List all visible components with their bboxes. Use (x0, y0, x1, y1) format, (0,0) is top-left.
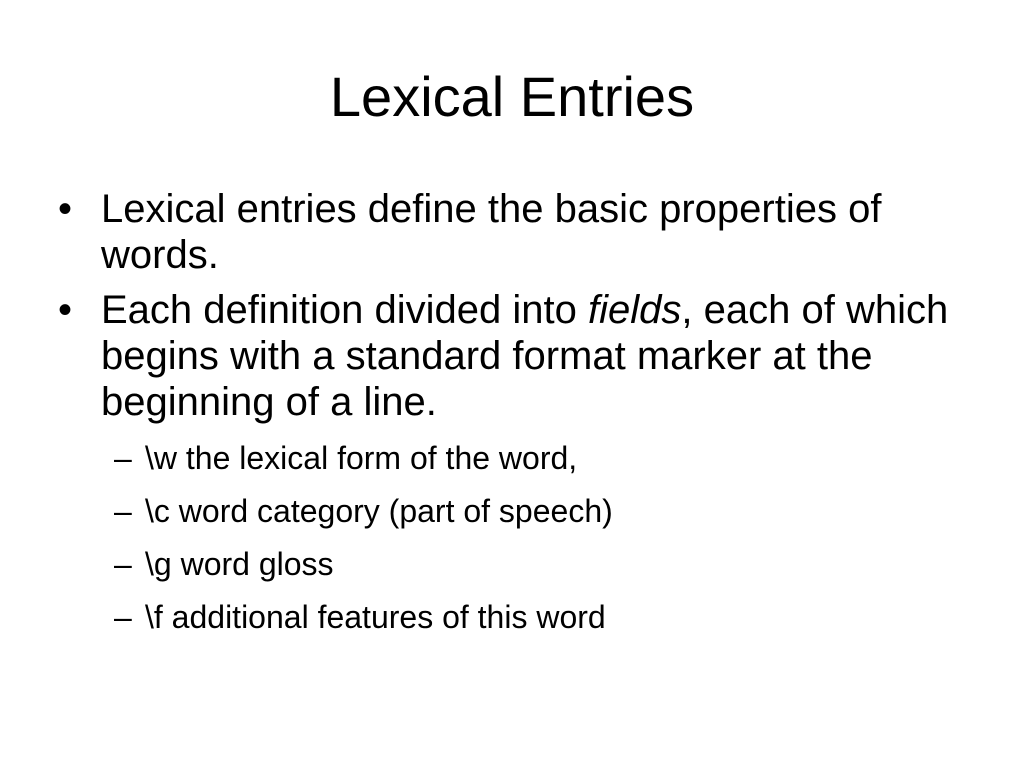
subbullet-text: \g word gloss (145, 546, 334, 582)
subbullet-item (101, 439, 958, 477)
bullet-text: Lexical entries define the basic properties of words. (101, 187, 882, 277)
subbullet-text: \c word category (part of speech) (145, 493, 613, 529)
subbullet-item (101, 598, 958, 636)
subbullet-marker: – (114, 493, 132, 529)
bullet-text-start: Each definition divided into (101, 288, 588, 332)
bullet-text-italic: fields (588, 288, 682, 332)
bullet-marker: • (58, 288, 73, 332)
bullet-text-end: , each of which begins with a standard format marker at the beginning of a line. (101, 288, 949, 424)
slide-title: Lexical Entries (329, 65, 695, 128)
subbullet-item (101, 492, 958, 530)
bullet-item (58, 287, 958, 636)
subbullet-marker: – (114, 440, 132, 476)
subbullet-item (101, 545, 958, 583)
subbullet-list (101, 439, 958, 636)
bullet-list (58, 186, 958, 651)
subbullet-marker: – (114, 546, 132, 582)
bullet-marker: • (58, 187, 73, 231)
subbullet-text: \f additional features of this word (145, 599, 606, 635)
subbullet-text: \w the lexical form of the word, (145, 440, 578, 476)
subbullet-marker: – (114, 599, 132, 635)
bullet-item (58, 186, 958, 278)
